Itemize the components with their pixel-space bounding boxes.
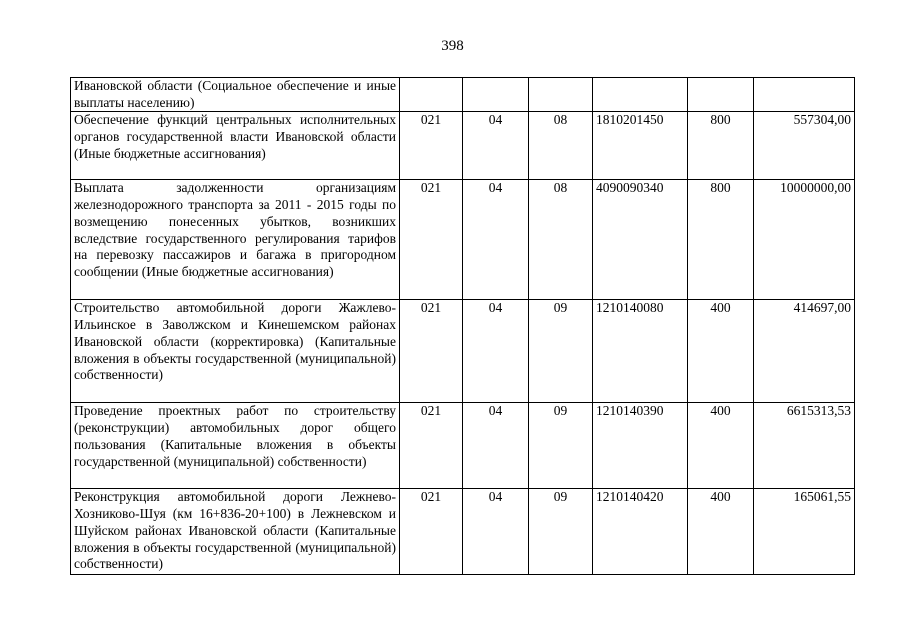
expense-type-code: 400 (688, 300, 754, 403)
subsection-code: 09 (529, 403, 593, 489)
admin-code: 021 (400, 300, 463, 403)
target-article-code: 4090090340 (593, 180, 688, 300)
amount: 414697,00 (754, 300, 855, 403)
target-article-code: 1210140080 (593, 300, 688, 403)
subsection-code (529, 78, 593, 112)
amount: 6615313,53 (754, 403, 855, 489)
subsection-code: 08 (529, 180, 593, 300)
row-description: Проведение проектных работ по строительству (реконструкции) автомобильных дорог общего пользования (Капитальные вложения в объекты государственной (муниципальной) собственности) (71, 403, 400, 489)
page-number: 398 (441, 38, 464, 54)
table-row (71, 489, 855, 575)
section-code: 04 (463, 112, 529, 180)
table-row (71, 300, 855, 403)
target-article-code: 1210140420 (593, 489, 688, 575)
target-article-code: 1210140390 (593, 403, 688, 489)
expense-type-code: 400 (688, 489, 754, 575)
subsection-code: 09 (529, 489, 593, 575)
amount: 10000000,00 (754, 180, 855, 300)
budget-table (70, 77, 855, 575)
row-description: Ивановской области (Социальное обеспечение и иные выплаты населению) (71, 78, 400, 112)
table-row (71, 78, 855, 112)
section-code: 04 (463, 489, 529, 575)
row-description: Строительство автомобильной дороги Жажлево-Ильинское в Заволжском и Кинешемском районах Ивановской области (корректировка) (Капитальные вложения в объекты государственной (муниципальной) собственности) (71, 300, 400, 403)
admin-code (400, 78, 463, 112)
amount (754, 78, 855, 112)
subsection-code: 08 (529, 112, 593, 180)
section-code (463, 78, 529, 112)
admin-code: 021 (400, 403, 463, 489)
row-description: Обеспечение функций центральных исполнительных органов государственной власти Ивановской области (Иные бюджетные ассигнования) (71, 112, 400, 180)
section-code: 04 (463, 403, 529, 489)
admin-code: 021 (400, 489, 463, 575)
amount: 557304,00 (754, 112, 855, 180)
target-article-code: 1810201450 (593, 112, 688, 180)
table-row (71, 180, 855, 300)
expense-type-code (688, 78, 754, 112)
table-row (71, 403, 855, 489)
section-code: 04 (463, 300, 529, 403)
expense-type-code: 800 (688, 112, 754, 180)
row-description: Выплата задолженности организациям железнодорожного транспорта за 2011 - 2015 годы по возмещению понесенных убытков, возникших вследствие государственного регулирования тарифов на перевозку пассажиров и багажа в пригородном сообщении (Иные бюджетные ассигнования) (71, 180, 400, 300)
table-row (71, 112, 855, 180)
subsection-code: 09 (529, 300, 593, 403)
expense-type-code: 800 (688, 180, 754, 300)
amount: 165061,55 (754, 489, 855, 575)
row-description: Реконструкция автомобильной дороги Лежнево-Хозниково-Шуя (км 16+836-20+100) в Лежневском и Шуйском районах Ивановской области (Капитальные вложения в объекты государственной (муниципальной) собственности) (71, 489, 400, 575)
admin-code: 021 (400, 180, 463, 300)
target-article-code (593, 78, 688, 112)
expense-type-code: 400 (688, 403, 754, 489)
admin-code: 021 (400, 112, 463, 180)
section-code: 04 (463, 180, 529, 300)
